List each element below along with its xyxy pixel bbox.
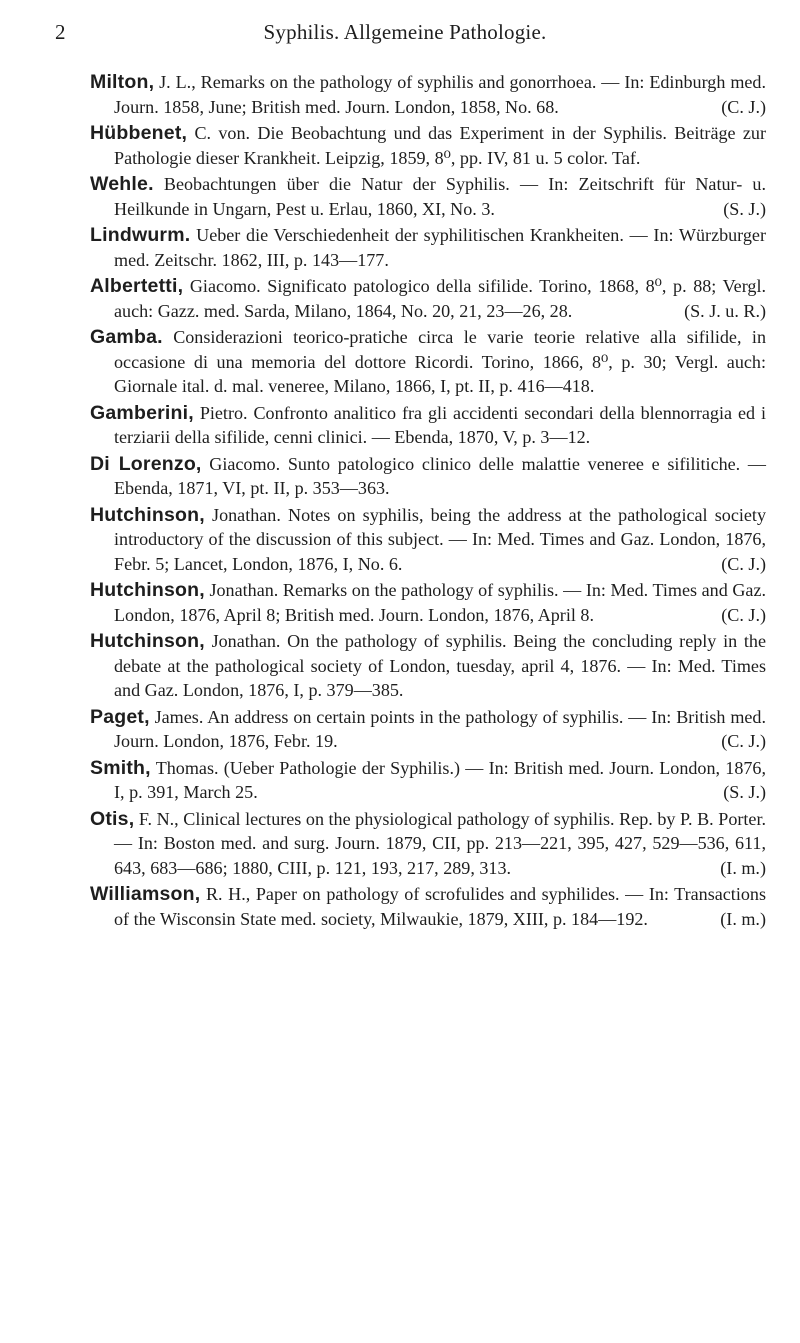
bibliography-list (90, 70, 766, 933)
entry-author: Milton, (90, 71, 155, 93)
entry-text: Jonathan. Notes on syphilis, being the address at the pathological society introductory of the discussion of this subject. — In: Med. Times and Gaz. London, 1876, Febr. 5; Lancet, London, 1876, I, No. 6. (114, 504, 766, 574)
entry-text: J. L., Remarks on the pathology of syphilis and gonorrhoea. — In: Edinburgh med. Journ. 1858, June; British med. Journ. London, 1858, No. 68. (114, 72, 766, 117)
entry-text: Jonathan. On the pathology of syphilis. Being the concluding reply in the debate at the pathological society of London, tuesday, april 4, 1876. — In: Med. Times and Gaz. London, 1876, I, p. 379—385. (114, 631, 766, 700)
bibliography-entry (90, 452, 766, 501)
entry-text: R. H., Paper on pathology of scrofulides and syphilides. — In: Transactions of the Wisconsin State med. society, Milwaukie, 1879, XIII, p. 184—192. (114, 884, 766, 929)
bibliography-entry (90, 882, 766, 931)
entry-text: Giacomo. Sunto patologico clinico delle malattie veneree e sifilitiche. — Ebenda, 1871, VI, pt. II, p. 353—363. (114, 453, 766, 498)
entry-author: Gamba. (90, 326, 163, 348)
bibliography-entry (90, 70, 766, 119)
bibliography-entry (90, 756, 766, 805)
bibliography-entry (90, 121, 766, 170)
entry-author: Hübbenet, (90, 122, 188, 144)
entry-author: Gamberini, (90, 401, 194, 424)
running-head: Syphilis. Allgemeine Pathologie. (263, 20, 547, 44)
entry-source: (S. J.) (723, 198, 766, 219)
page-header (55, 20, 755, 52)
bibliography-entry (90, 325, 766, 399)
entry-text: Thomas. (Ueber Pathologie der Syphilis.) — In: British med. Journ. London, 1876, I, p. 391, March 25. (114, 757, 766, 802)
page-number: 2 (55, 20, 66, 44)
entry-author: Lindwurm. (90, 224, 191, 246)
entry-text: Considerazioni teorico-pratiche circa le varie teorie relative alla sifilide, in occasione di una memoria del dottore Ricordi. Torino, 1866, 8⁰, p. 30; Vergl. auch: Giornale ital. d. mal. veneree, Milano, 1866, I, pt. II, p. 416—418. (114, 327, 766, 396)
entry-text: Jonathan. Remarks on the pathology of syphilis. — In: Med. Times and Gaz. London, 1876, April 8; British med. Journ. London, 1876, April 8. (114, 580, 767, 625)
bibliography-entry (90, 705, 766, 754)
entry-source: (S. J. u. R.) (684, 300, 766, 321)
bibliography-entry (90, 172, 766, 221)
bibliography-entry (90, 401, 766, 450)
entry-author: Hutchinson, (90, 579, 205, 601)
entry-author: Williamson, (90, 883, 201, 905)
entry-text: C. von. Die Beobachtung und das Experiment in der Syphilis. Beiträge zur Pathologie dieser Krankheit. Leipzig, 1859, 8⁰, pp. IV, 81 u. 5 color. Taf. (114, 123, 766, 168)
entry-text: F. N., Clinical lectures on the physiological pathology of syphilis. Rep. by P. B. Porter. — In: Boston med. and surg. Journ. 1879, CII, pp. 213—221, 395, 427, 529—536, 611, 643, 683—686; 1880, CIII, p. 121, 193, 217, 289, 313. (114, 808, 767, 878)
bibliography-entry (90, 223, 766, 272)
bibliography-entry (90, 629, 766, 703)
entry-source: (C. J.) (721, 731, 766, 751)
entry-text: Beobachtungen über die Natur der Syphilis. — In: Zeitschrift für Natur- u. Heilkunde in Ungarn, Pest u. Erlau, 1860, XI, No. 3. (114, 174, 766, 219)
entry-text: Ueber die Verschiedenheit der syphilitischen Krankheiten. — In: Würzburger med. Zeitschr. 1862, III, p. 143—177. (114, 225, 766, 270)
entry-source: (C. J.) (721, 96, 766, 117)
entry-author: Albertetti, (90, 275, 184, 297)
bibliography-entry (90, 578, 766, 627)
entry-source: (I. m.) (720, 908, 766, 929)
entry-author: Paget, (90, 705, 150, 728)
entry-author: Wehle. (90, 173, 154, 195)
entry-source: (I. m.) (720, 857, 766, 878)
entry-source: (S. J.) (723, 782, 766, 802)
entry-source: (C. J.) (721, 604, 766, 625)
entry-author: Hutchinson, (90, 503, 205, 526)
bibliography-entry (90, 274, 766, 323)
entry-source: (C. J.) (721, 553, 766, 574)
entry-author: Smith, (90, 756, 151, 779)
entry-author: Di Lorenzo, (90, 452, 202, 475)
bibliography-entry (90, 503, 766, 577)
entry-text: Pietro. Confronto analitico fra gli accidenti secondari della blennorragia ed i terziarii della sifilide, cenni clinici. — Ebenda, 1870, V, p. 3—12. (114, 402, 766, 447)
entry-text: James. An address on certain points in the pathology of syphilis. — In: British med. Journ. London, 1876, Febr. 19. (114, 706, 766, 751)
bibliography-entry (90, 807, 766, 881)
entry-text: Giacomo. Significato patologico della sifilide. Torino, 1868, 8⁰, p. 88; Vergl. auch: Gazz. med. Sarda, Milano, 1864, No. 20, 21, 23—26, 28. (114, 276, 766, 321)
entry-author: Otis, (90, 807, 135, 830)
entry-author: Hutchinson, (90, 630, 205, 652)
